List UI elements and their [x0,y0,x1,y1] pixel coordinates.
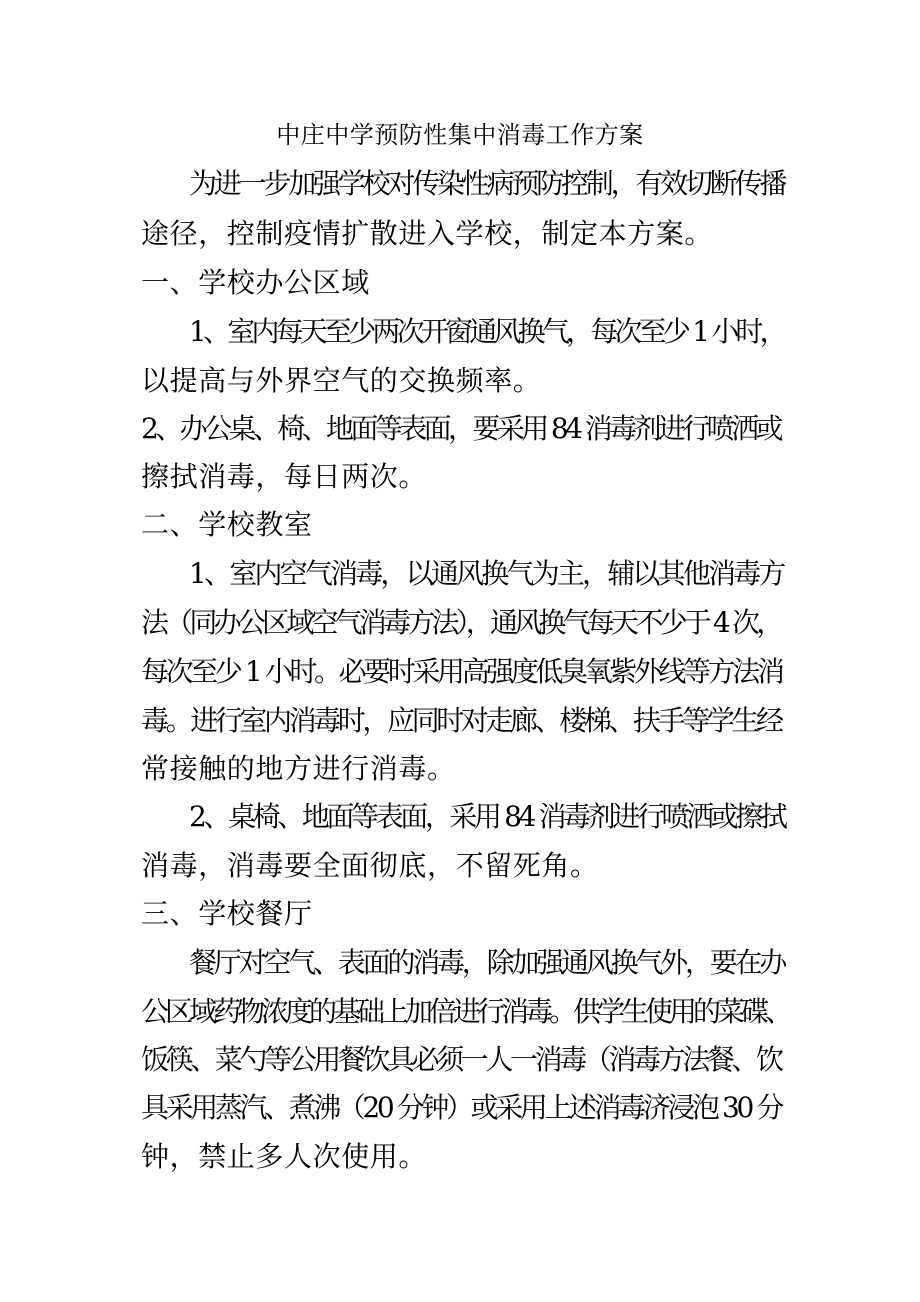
classroom-item-1-line-4: 毒。进行室内消毒时，应同时对走廊、楼梯、扶手等学生经 [141,704,781,737]
classroom-item-2-line-2: 消毒，消毒要全面彻底，不留死角。 [141,849,599,882]
section-heading-office: 一、学校办公区域 [141,266,370,299]
canteen-line-1: 餐厅对空气、表面的消毒，除加强通风换气外，要在办 [189,946,785,979]
classroom-item-1-line-1: 1、室内空气消毒，以通风换气为主，辅以其他消毒方 [189,557,784,590]
classroom-item-1-line-3: 每次至少 1 小时。必要时采用高强度低臭氧紫外线等方法消 [141,655,782,688]
office-item-1-line-1: 1、室内每天至少两次开窗通风换气，每次至少 1 小时， [189,315,784,348]
intro-line-2: 途径，控制疫情扩散进入学校，制定本方案。 [141,217,714,250]
canteen-line-5: 钟，禁止多人次使用。 [141,1140,428,1173]
classroom-item-2-line-1: 2、桌椅、地面等表面，采用 84 消毒剂进行喷洒或擦拭 [189,800,785,833]
document-title: 中庄中学预防性集中消毒工作方案 [276,121,644,149]
classroom-item-1-line-2: 法（同办公区域空气消毒方法），通风换气每天不少于 4 次， [141,606,781,639]
canteen-line-4: 具采用蒸汽、煮沸（20 分钟）或采用上述消毒济浸泡 30 分 [141,1091,781,1124]
intro-line-1: 为进一步加强学校对传染性病预防控制，有效切断传播 [189,167,785,200]
canteen-line-3: 饭筷、菜勺等公用餐饮具必须一人一消毒（消毒方法餐、饮 [141,1043,781,1076]
section-heading-classroom: 二、学校教室 [141,508,313,541]
office-item-2-line-1: 2、办公桌、椅、地面等表面，要采用 84 消毒剂进行喷洒或 [141,412,780,445]
canteen-line-2: 公区域药物浓度的基础上加倍进行消毒。供学生使用的菜碟、 [141,995,790,1028]
classroom-item-1-line-5: 常接触的地方进行消毒。 [141,752,456,785]
office-item-2-line-2: 擦拭消毒，每日两次。 [141,460,428,493]
section-heading-canteen: 三、学校餐厅 [141,897,313,930]
office-item-1-line-2: 以提高与外界空气的交换频率。 [141,364,542,397]
